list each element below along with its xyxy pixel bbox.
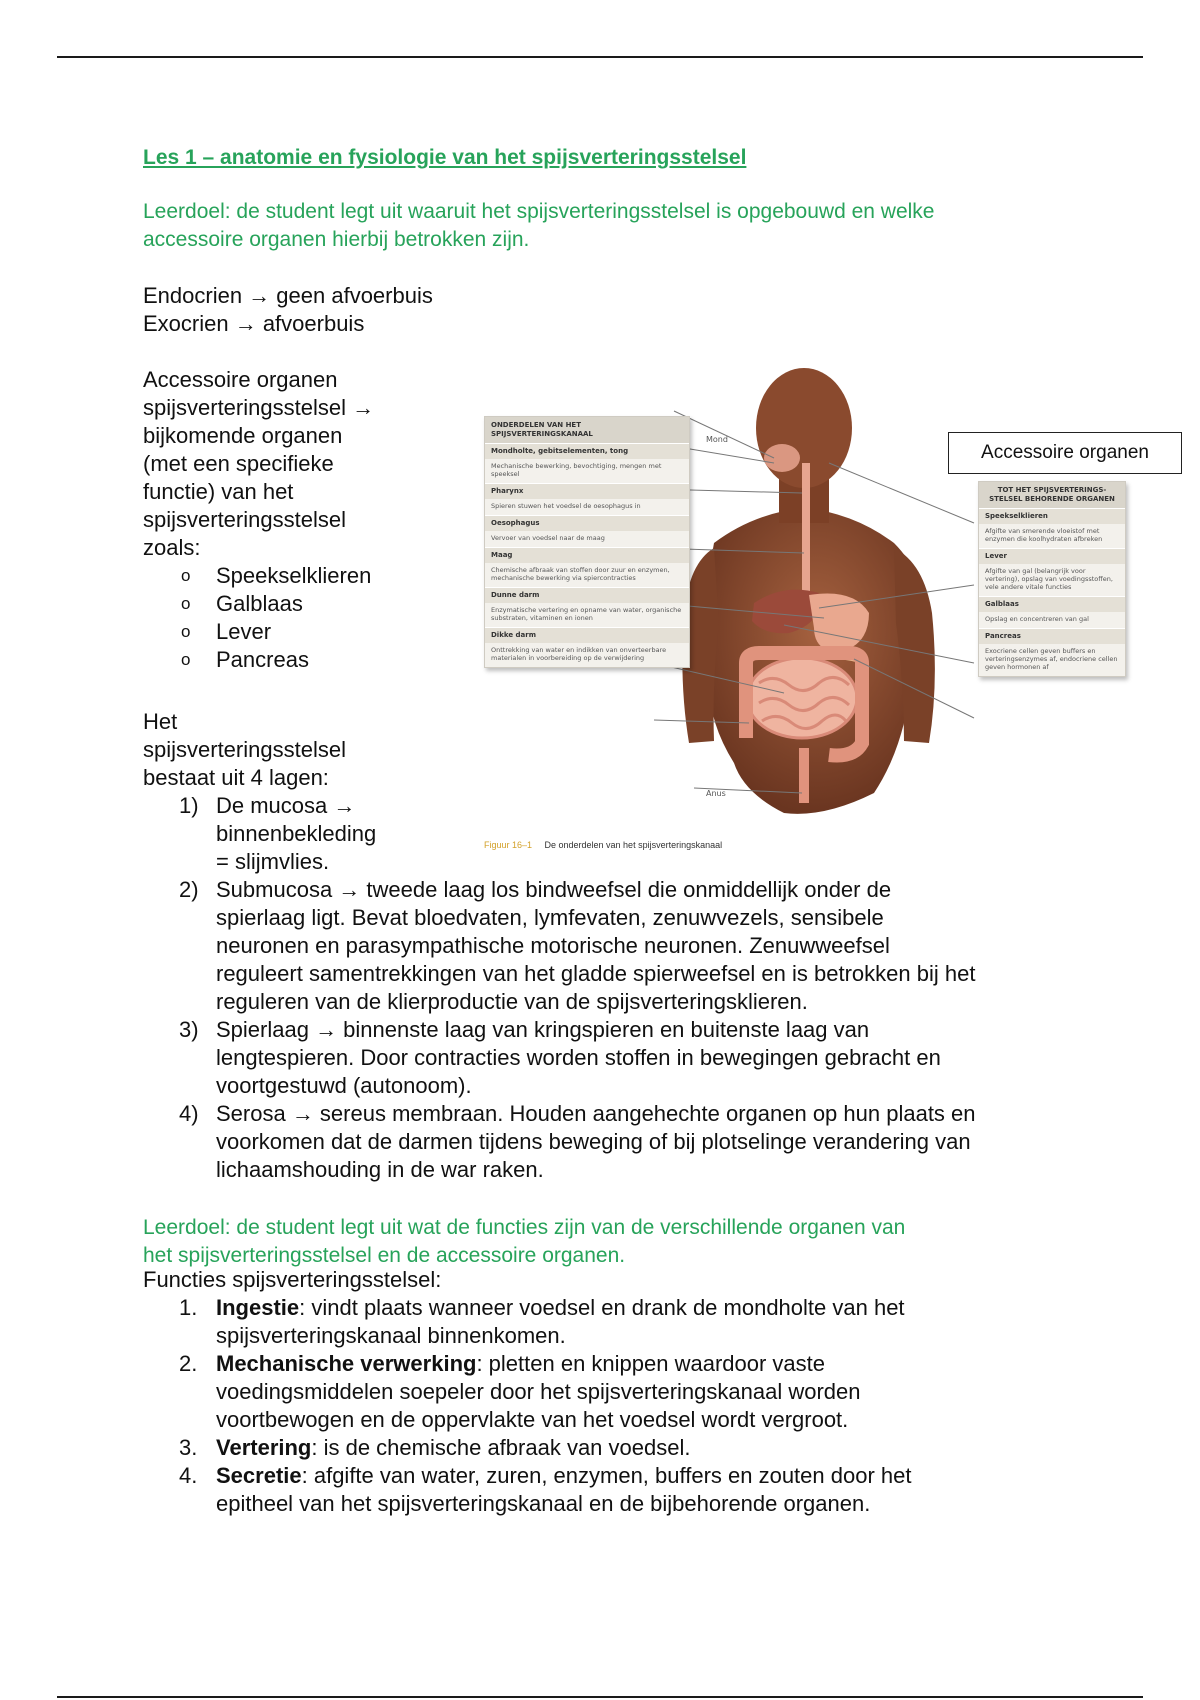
panel-row-title: Pancreas — [979, 628, 1125, 644]
layers-section: Het spijsverteringsstelsel bestaat uit 4 lagen: 1) De mucosa → binnenbekleding = slijmvlies. 2) Submucosa → tweede laag los bindweefsel die onmiddellijk onder de spierlaag ligt. Bevat bloedvaten, lymfevaten, zenuwvezels, sensibele neuronen en parasympathische motorische neuronen. Zenuwweefsel reguleert samentrekkingen van het gladde spierweefsel en is betrokken bij het reguleren van de klierproductie van de spijsverteringsklieren. 3) Spierlaag → binnenste laag van kringspieren en buitenste laag van lengtespieren. Door contracties worden stoffen in bewegingen gebracht en voortgestuwd (autonoom). 4) Serosa → sereus membraan. Houden aangehechte organen op hun plaats en voorkomen dat de darmen tijdens beweging of bij plotselinge verandering van lichaamshouding in de war raken. — [143, 708, 1083, 1184]
list-item: 1. Ingestie: vindt plaats wanneer voedsel en drank de mondholte van het spijsverteringskanaal binnenkomen. — [179, 1295, 905, 1348]
panel-row-desc: Vervoer van voedsel naar de maag — [491, 534, 605, 542]
panel-row-title: Mondholte, gebitselementen, tong — [485, 443, 689, 459]
accessory-organs-panel: TOT HET SPIJSVERTERINGS- STELSEL BEHORENDE ORGANEN Speekselklieren Afgifte van smerende vloeistof met enzymen die koolhydraten afbreken Lever Afgifte van gal (belangrijk voor vertering), opslag van voedingsstoffen, vele andere vitale functies Galblaas Opslag en concentreren van gal Pancreas Exocriene cellen geven buffers en verteringsenzymes af, endocriene cellen geven hormonen af — [978, 481, 1126, 677]
panel-row-desc: Afgifte van smerende vloeistof met enzymen die koolhydraten afbreken — [985, 527, 1103, 543]
panel-row-title: Oesophagus — [485, 515, 689, 531]
panel-row-title: Dunne darm — [485, 587, 689, 603]
learning-goal-1: Leerdoel: de student legt uit waaruit het spijsverteringsstelsel is opgebouwd en welke accessoire organen hierbij betrokken zijn. — [143, 200, 935, 251]
gland-definitions — [143, 282, 433, 338]
endocrine-line: Endocrien → geen afvoerbuis — [143, 283, 433, 308]
accessory-organs-label-box: Accessoire organen — [948, 432, 1182, 474]
functions-list — [143, 1294, 1083, 1518]
list-item: 4. Secretie: afgifte van water, zuren, enzymen, buffers en zouten door het epitheel van het spijsverteringskanaal en de bijbehorende organen. — [179, 1463, 912, 1516]
panel-row-desc: Opslag en concentreren van gal — [985, 615, 1089, 623]
panel-row-desc: Onttrekking van water en indikken van onverteerbare materialen in voorbereiding op de verwijdering — [491, 646, 667, 662]
lesson-title: Les 1 – anatomie en fysiologie van het spijsverteringsstelsel — [143, 146, 747, 169]
list-item: o Lever — [143, 618, 473, 646]
list-item: 2) Submucosa → tweede laag los bindweefsel die onmiddellijk onder de spierlaag ligt. Bevat bloedvaten, lymfevaten, zenuwvezels, sensibele neuronen en parasympathische motorische neuronen. Zenuwweefsel reguleert samentrekkingen van het gladde spierweefsel en is betrokken bij het reguleren van de klierproductie van de spijsverteringsklieren. — [179, 877, 976, 1014]
functions-intro: Functies spijsverteringsstelsel: — [143, 1267, 442, 1292]
panel-row-title: Pharynx — [485, 483, 689, 499]
list-item: o Speekselklieren — [143, 562, 473, 590]
alimentary-canal-panel: ONDERDELEN VAN HET SPIJSVERTERINGSKANAAL Mondholte, gebitselementen, tong Mechanische bewerking, bevochtiging, mengen met speeksel Pharynx Spieren stuwen het voedsel de oesophagus in Oesophagus Vervoer van voedsel naar de maag Maag Chemische afbraak van stoffen door zuur en enzymen, mechanische bewerking via spiercontracties Dunne darm Enzymatische vertering en opname van water, organische substraten, vitaminen en ionen Dikke darm Onttrekking van water en indikken van onverteerbare materialen in voorbereiding op de verwijdering — [484, 416, 690, 668]
list-item: 2. Mechanische verwerking: pletten en knippen waardoor vaste voedingsmiddelen soepeler door het spijsverteringskanaal worden voortbewogen en de oppervlakte van het voedsel wordt vergroot. — [179, 1351, 861, 1432]
panel-row-desc: Enzymatische vertering en opname van water, organische substraten, vitaminen en ionen — [491, 606, 682, 622]
learning-goal-2: Leerdoel: de student legt uit wat de functies zijn van de verschillende organen van het spijsverteringsstelsel en de accessoire organen. — [143, 1216, 906, 1267]
list-item: o Pancreas — [143, 646, 473, 674]
label-anus: Anus — [706, 789, 726, 798]
accessory-list — [143, 562, 473, 674]
panel-row-title: Speekselklieren — [979, 508, 1125, 524]
accessory-intro: Accessoire organen spijsverteringsstelsel → bijkomende organen (met een specifieke functie) van het spijsverteringsstelsel zoals: o Speekselklieren o Galblaas o Lever o Pancreas — [143, 366, 473, 674]
panel-row-desc: Spieren stuwen het voedsel de oesophagus in — [491, 502, 641, 510]
top-rule — [57, 56, 1143, 58]
list-item: 4) Serosa → sereus membraan. Houden aangehechte organen op hun plaats en voorkomen dat de darmen tijdens beweging of bij plotselinge verandering van lichaamshouding in de war raken. — [179, 1101, 976, 1182]
figure-caption: Figuur 16–1 De onderdelen van het spijsverteringskanaal — [484, 840, 723, 850]
panel-row-desc: Mechanische bewerking, bevochtiging, mengen met speeksel — [491, 462, 662, 478]
panel-row-title: Maag — [485, 547, 689, 563]
panel-row-title: Dikke darm — [485, 627, 689, 643]
panel-row-title: Lever — [979, 548, 1125, 564]
panel-row-desc: Afgifte van gal (belangrijk voor vertering), opslag van voedingsstoffen, vele andere vitale functies — [985, 567, 1113, 591]
panel-row-title: Galblaas — [979, 596, 1125, 612]
label-mond: Mond — [706, 435, 728, 444]
list-item: 3) Spierlaag → binnenste laag van kringspieren en buitenste laag van lengtespieren. Door contracties worden stoffen in bewegingen gebracht en voortgestuwd (autonoom). — [179, 1017, 941, 1098]
functions-section — [143, 1266, 1083, 1518]
small-intestine-shape — [747, 658, 857, 738]
list-item: o Galblaas — [143, 590, 473, 618]
panel-row-desc: Chemische afbraak van stoffen door zuur en enzymen, mechanische bewerking via spiercontracties — [491, 566, 670, 582]
list-item: 1) De mucosa → binnenbekleding = slijmvlies. — [179, 793, 377, 874]
panel-row-desc: Exocriene cellen geven buffers en verteringsenzymes af, endocriene cellen geven hormonen af — [985, 647, 1118, 671]
exocrine-line: Exocrien → afvoerbuis — [143, 311, 365, 336]
list-item: 3. Vertering: is de chemische afbraak van voedsel. — [179, 1435, 691, 1460]
bottom-rule — [57, 1696, 1143, 1698]
